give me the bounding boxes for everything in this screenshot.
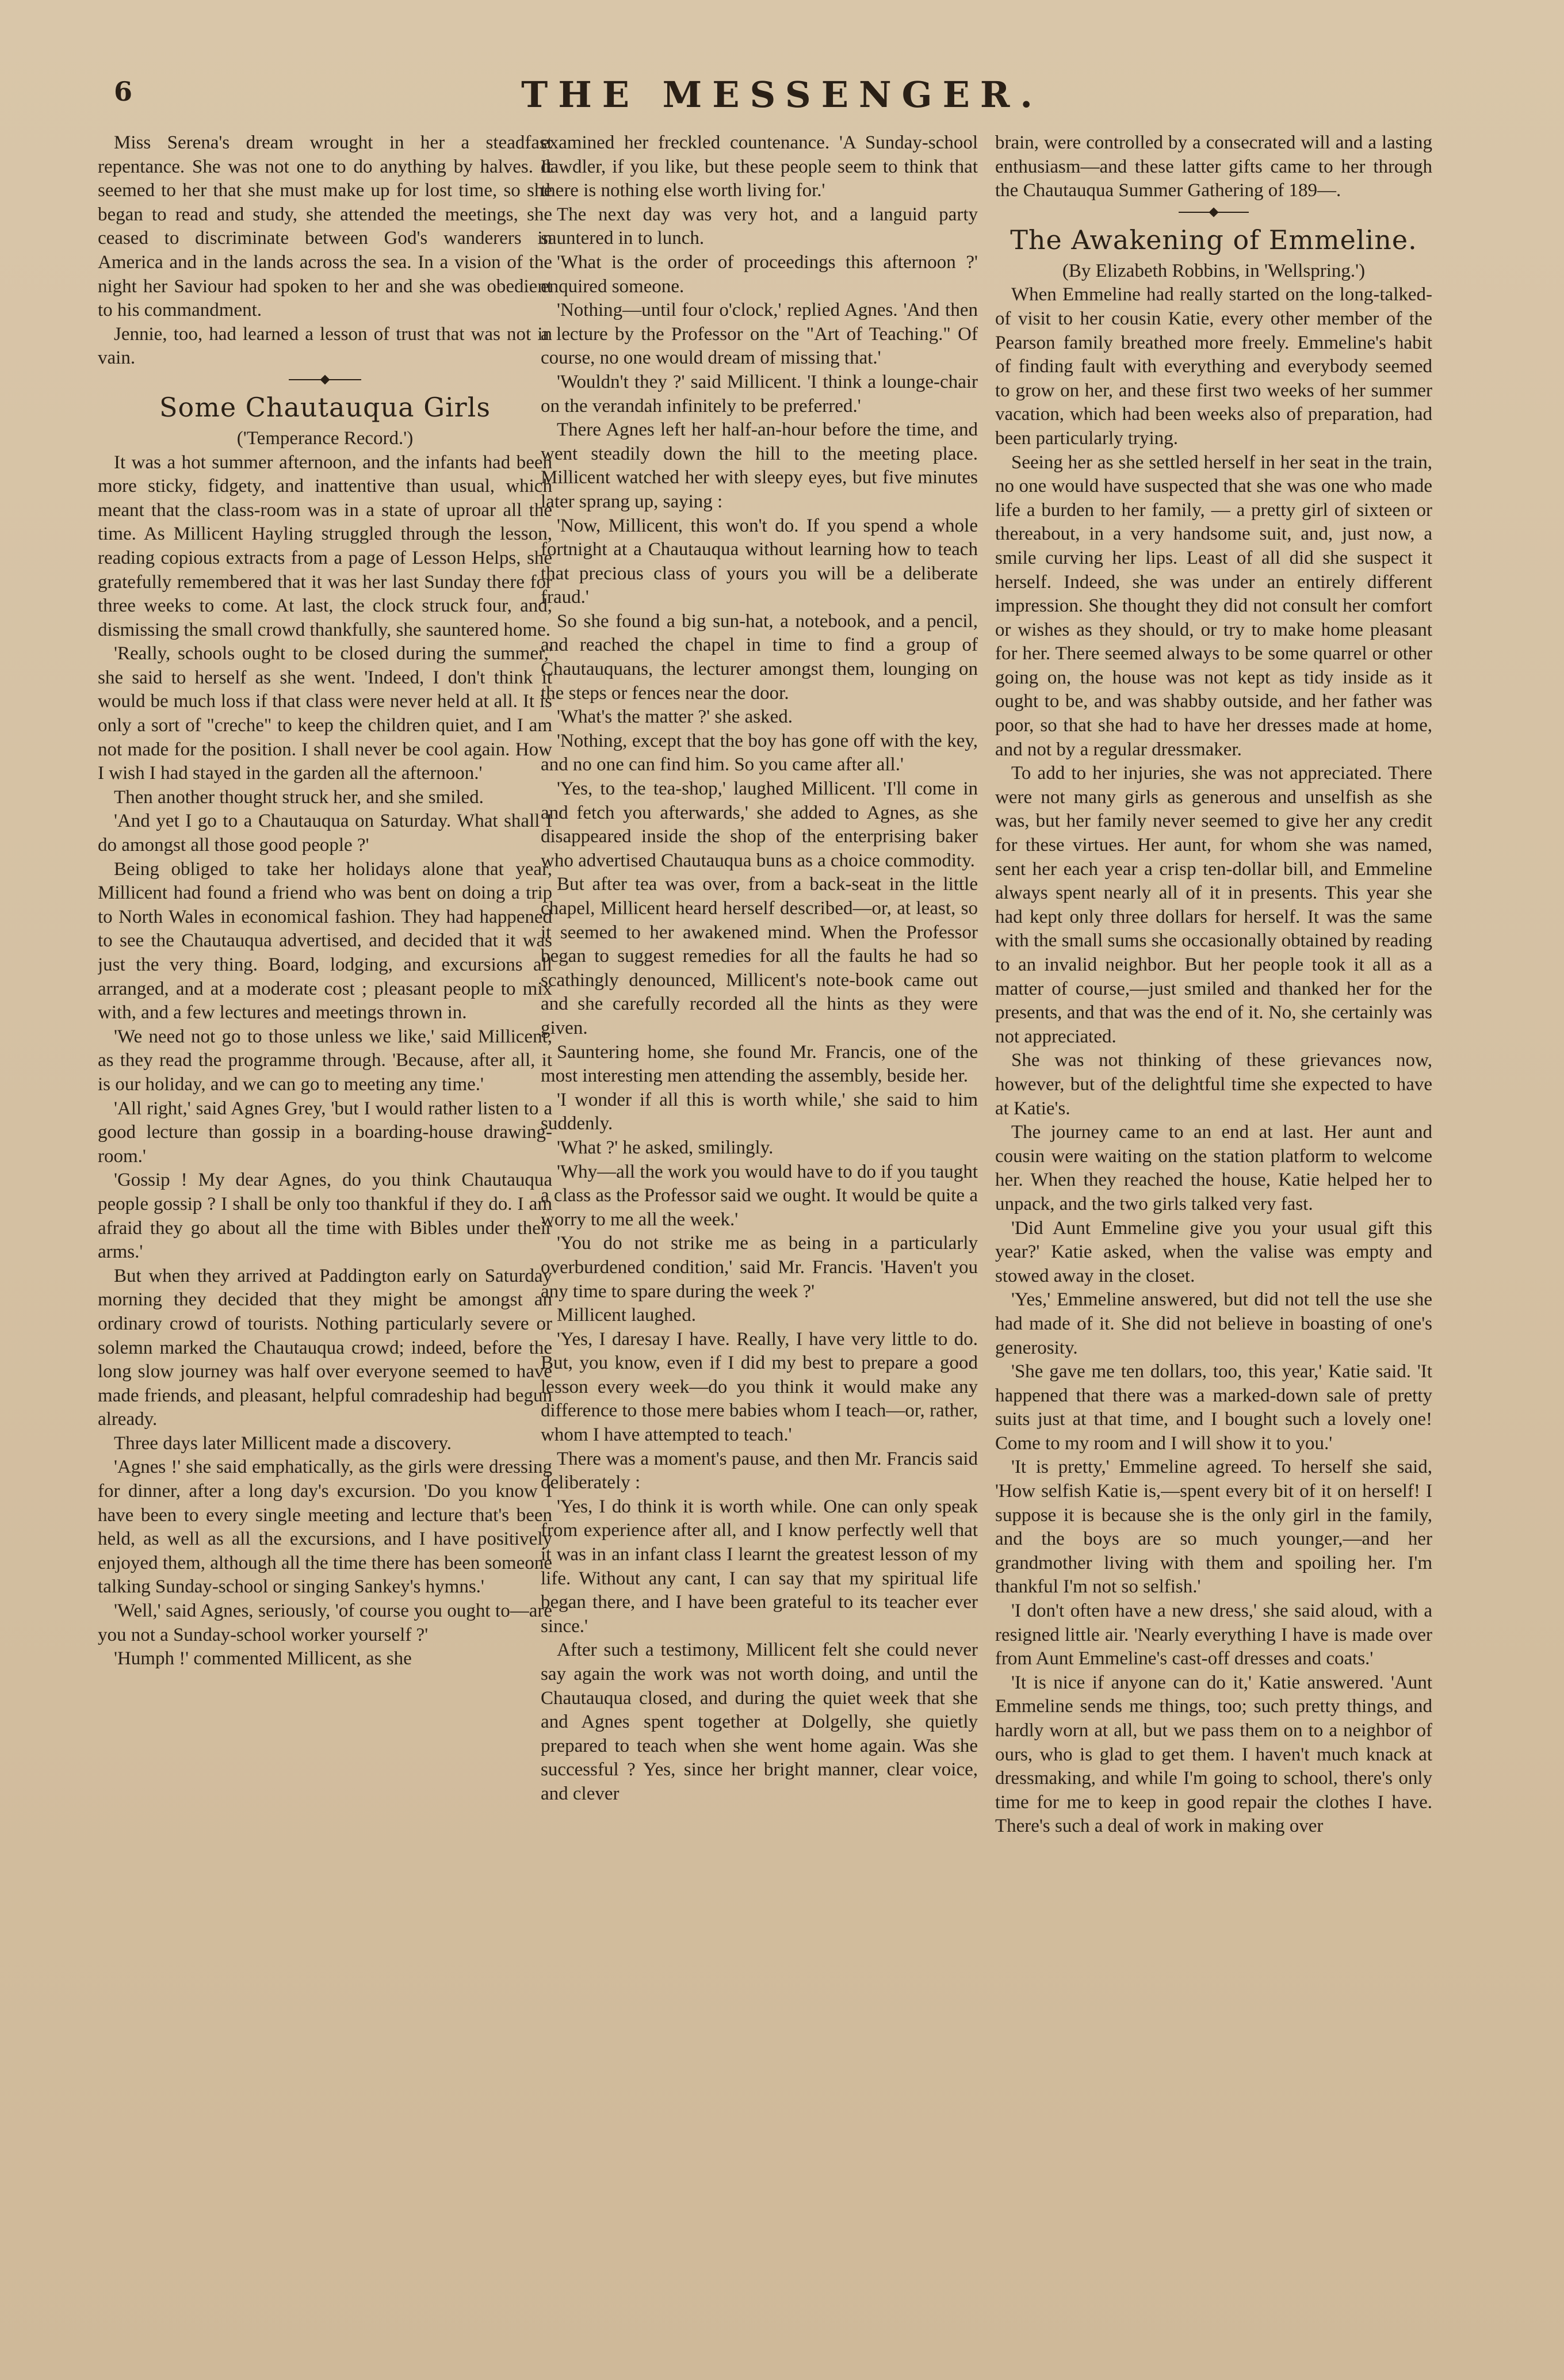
paragraph: 'Humph !' commented Millicent, as she [114, 1648, 412, 1670]
paragraph: examined her freckled countenance. 'A Sunday-school dawdler, if you like, but these people seem to think that there is nothing else worth living for.' [541, 132, 978, 201]
paragraph: Being obliged to take her holidays alone that year, Millicent had found a friend who was bent on doing a trip to North Wales in economical fashion. They had happened to see the Chautauqua advertised, and decided that it was just the very thing. Board, lodging, and excursions all arranged, and at a moderate cost ; pleasant people to mix with, and a few lectures and meetings thrown in. [98, 858, 552, 1023]
paragraph: To add to her injuries, she was not appreciated. There were not many girls as generous and unselfish as she was, but her family never seemed to give her any credit for these virtues. Her aunt, for whom she was named, sent her each year a crisp ten-dollar bill, and Emmeline always spent nearly all of it in presents. This year she had kept only three dollars for herself. It was the same with the small sums she occasionally obtained by reading to an invalid neighbor. But her people took it all as a matter of course,—just smiled and thanked her for the presents, and that was the end of it. No, she certainly was not appreciated. [995, 763, 1432, 1047]
paragraph: 'She gave me ten dollars, too, this year,' Katie said. 'It happened that there was a marked-down sale of pretty suits just at that time, and I bought such a lovely one! Come to my room and I will show it to you.' [995, 1361, 1432, 1454]
paragraph: 'What is the order of proceedings this afternoon ?' enquired someone. [541, 251, 978, 297]
paragraph: So she found a big sun-hat, a notebook, and a pencil, and reached the chapel in time to find a group of Chautauquans, the lecturer amongst them, lounging on the steps or fences near the door. [541, 610, 978, 704]
column-3 [995, 131, 1432, 2363]
article-title: The Awakening of Emmeline. [1010, 224, 1417, 255]
paragraph: 'What's the matter ?' she asked. [557, 706, 793, 728]
paragraph: It was a hot summer afternoon, and the infants had been more sticky, fidgety, and inattentive than usual, which meant that the class-room was in a state of uproar all the time. As Millicent Hayling struggled through the lesson, reading copious extracts from a page of Lesson Helps, she gratefully remembered that it was her last Sunday there for three weeks to come. At last, the clock struck four, and, dismissing the small crowd thankfully, she sauntered home. [98, 452, 552, 640]
paragraph: She was not thinking of these grievances now, however, but of the delightful time she expected to have at Katie's. [995, 1050, 1432, 1119]
paragraph: 'I don't often have a new dress,' she said aloud, with a resigned little air. 'Nearly everything I have is made over from Aunt Emmeline's cast-off dresses and coats.' [995, 1600, 1432, 1670]
section-divider [995, 205, 1432, 219]
paragraph: brain, were controlled by a consecrated will and a lasting enthusiasm—and these latter gifts came to her through the Chautauqua Summer Gathering of 189—. [995, 132, 1432, 201]
paragraph: Seeing her as she settled herself in her seat in the train, no one would have suspected that she was one who made life a burden to her family, — a pretty girl of sixteen or thereabout, in a very handsome suit, and, just now, a smile curving her lips. Least of all did she suspect it herself. Indeed, she was under an entirely different impression. She thought they did not consult her comfort or wishes as they should, or try to make home pleasant for her. There seemed always to be some quarrel or other going on, the house was not kept as tidy inside as it ought to be, and was shabby outside, and her father was poor, so that she had to have her dresses made at home, and not by a regular dressmaker. [995, 452, 1432, 760]
paragraph: 'What ?' he asked, smilingly. [557, 1137, 774, 1158]
paragraph: 'Nothing—until four o'clock,' replied Agnes. 'And then a lecture by the Professor on the "Art of Teaching." Of course, no one would dream of missing that.' [541, 300, 978, 369]
paragraph: 'Agnes !' she said emphatically, as the girls were dressing for dinner, after a long day's excursion. 'Do you know I have been to every single meeting and lecture that's been held, as well as all the excursions, and I have positively enjoyed them, although all the time there has been someone talking Sunday-school or singing Sankey's hymns.' [98, 1457, 552, 1598]
paragraph: 'Yes, I daresay I have. Really, I have very little to do. But, you know, even if I did my best to prepare a good lesson every week—do you think it would make any difference to those mere babies whom I teach—or, rather, whom I have attempted to teach.' [541, 1328, 978, 1446]
paragraph: Then another thought struck her, and she smiled. [114, 786, 484, 808]
section-divider [98, 373, 552, 387]
paragraph: When Emmeline had really started on the long-talked-of visit to her cousin Katie, every other member of the Pearson family breathed more freely. Emmeline's habit of finding fault with everything and everybody seemed to grow on her, and these first two weeks of her summer vacation, which had been weeks also of preparation, had been particularly trying. [995, 284, 1432, 449]
paragraph: After such a testimony, Millicent felt she could never say again the work was not worth doing, and until the Chautauqua closed, and during the quiet week that she and Agnes spent together at Dolgelly, she quietly prepared to teach when she went home again. Was she successful ? Yes, since her bright manner, clear voice, and clever [541, 1640, 978, 1804]
paragraph: 'Yes, I do think it is worth while. One can only speak from experience after all, and I know perfectly well that it was in an infant class I learnt the greatest lesson of my life. Without any cant, I can say that my spiritual life began there, and I have been grateful to its teacher ever since.' [541, 1496, 978, 1637]
paragraph: 'Gossip ! My dear Agnes, do you think Chautauqua people gossip ? I shall be only too thankful if they do. I am afraid they go about all the time with Bibles under their arms.' [98, 1170, 552, 1263]
paragraph: 'Why—all the work you would have to do if you taught a class as the Professor said we ought. It would be quite a worry to me all the week.' [541, 1161, 978, 1230]
column-2 [541, 131, 978, 2363]
newspaper-title: THE MESSENGER. [521, 74, 1043, 116]
page-number: 6 [114, 76, 133, 107]
paragraph: Sauntering home, she found Mr. Francis, one of the most interesting men attending the assembly, beside her. [541, 1041, 978, 1087]
paragraph: 'I wonder if all this is worth while,' she said to him suddenly. [541, 1089, 978, 1134]
paragraph: 'You do not strike me as being in a particularly overburdened condition,' said Mr. Francis. 'Haven't you any time to spare during the week ?' [541, 1233, 978, 1302]
paragraph: 'Now, Millicent, this won't do. If you spend a whole fortnight at a Chautauqua without learning how to teach that precious class of yours you will be a deliberate fraud.' [541, 515, 978, 608]
article-title: Some Chautauqua Girls [159, 391, 491, 423]
paragraph: 'It is nice if anyone can do it,' Katie answered. 'Aunt Emmeline sends me things, too; such pretty things, and hardly worn at all, but we pass them on to a neighbor of ours, who is glad to get them. I haven't much knack at dressmaking, and while I'm going to school, there's only time for me to keep in good repair the clothes I have. There's such a deal of work in making over [995, 1672, 1432, 1837]
paragraph: Three days later Millicent made a discovery. [114, 1432, 452, 1454]
paragraph: But when they arrived at Paddington early on Saturday morning they decided that they might be amongst an ordinary crowd of tourists. Nothing particularly severe or solemn marked the Chautauqua crowd; indeed, before the long slow journey was half over everyone seemed to have made friends, and pleasant, helpful comradeship had begun already. [98, 1265, 552, 1430]
paragraph: 'Did Aunt Emmeline give you your usual gift this year?' Katie asked, when the valise was empty and stowed away in the closet. [995, 1217, 1432, 1286]
column-1 [98, 131, 552, 2363]
paragraph: 'Really, schools ought to be closed during the summer,' she said to herself as she went. 'Indeed, I don't think it would be much loss if that class were never held at all. It is only a sort of "creche" to keep the children quiet, and I am not made for the position. I shall never be cool again. How I wish I had stayed in the garden all the afternoon.' [98, 643, 552, 784]
paragraph: 'We need not go to those unless we like,' said Millicent, as they read the programme through. 'Because, after all, it is our holiday, and we can go to meeting any time.' [98, 1026, 552, 1095]
paragraph: 'Wouldn't they ?' said Millicent. 'I think a lounge-chair on the verandah infinitely to be preferred.' [541, 371, 978, 417]
paragraph: 'And yet I go to a Chautauqua on Saturday. What shall I do amongst all those good people ?' [98, 811, 552, 856]
paragraph: 'It is pretty,' Emmeline agreed. To herself she said, 'How selfish Katie is,—spent every bit of it on herself! I suppose it is because she is the only girl in the family, and the boys are so much younger,—and her grandmother living with them and spoiling her. I'm thankful I'm not so selfish.' [995, 1457, 1432, 1598]
masthead [86, 69, 1478, 121]
paragraph: 'Nothing, except that the boy has gone off with the key, and no one can find him. So you came after all.' [541, 730, 978, 775]
paragraph: The journey came to an end at last. Her aunt and cousin were waiting on the station platform to welcome her. When they reached the house, Katie helped her to unpack, and the two girls talked very fast. [995, 1122, 1432, 1214]
article-source: ('Temperance Record.') [236, 427, 414, 449]
paragraph: 'Yes,' Emmeline answered, but did not tell the use she had made of it. She did not believe in boasting of one's generosity. [995, 1289, 1432, 1358]
paragraph: 'All right,' said Agnes Grey, 'but I would rather listen to a good lecture than gossip in a boarding-house drawing-room.' [98, 1098, 552, 1167]
paragraph: Miss Serena's dream wrought in her a steadfast repentance. She was not one to do anything by halves. It seemed to her that she must make up for lost time, so she began to read and study, she attended the meetings, she ceased to discriminate between God's wanderers in America and in the lands across the sea. In a vision of the night her Saviour had spoken to her and she was obedient to his commandment. [98, 132, 552, 321]
paragraph: Millicent laughed. [557, 1305, 696, 1326]
paragraph: 'Yes, to the tea-shop,' laughed Millicent. 'I'll come in and fetch you afterwards,' she added to Agnes, as she disappeared inside the shop of the enterprising baker who advertised Chautauqua buns as a choice commodity. [541, 778, 978, 871]
paragraph: Jennie, too, had learned a lesson of trust that was not in vain. [98, 323, 552, 369]
paragraph: But after tea was over, from a back-seat in the little chapel, Millicent heard herself described—or, at least, so it seemed to her awakened mind. When the Professor began to suggest remedies for all the faults he had so scathingly denounced, Millicent's note-book came out and she carefully recorded all the hints as they were given. [541, 874, 978, 1038]
paragraph: There Agnes left her half-an-hour before the time, and went steadily down the hill to the meeting place. Millicent watched her with sleepy eyes, but five minutes later sprang up, saying : [541, 419, 978, 512]
paragraph: There was a moment's pause, and then Mr. Francis said deliberately : [541, 1448, 978, 1493]
paragraph: The next day was very hot, and a languid party sauntered in to lunch. [541, 204, 978, 249]
paragraph: 'Well,' said Agnes, seriously, 'of course you ought to—are you not a Sunday-school worker yourself ?' [98, 1600, 552, 1645]
article-source: (By Elizabeth Robbins, in 'Wellspring.') [1062, 260, 1366, 281]
